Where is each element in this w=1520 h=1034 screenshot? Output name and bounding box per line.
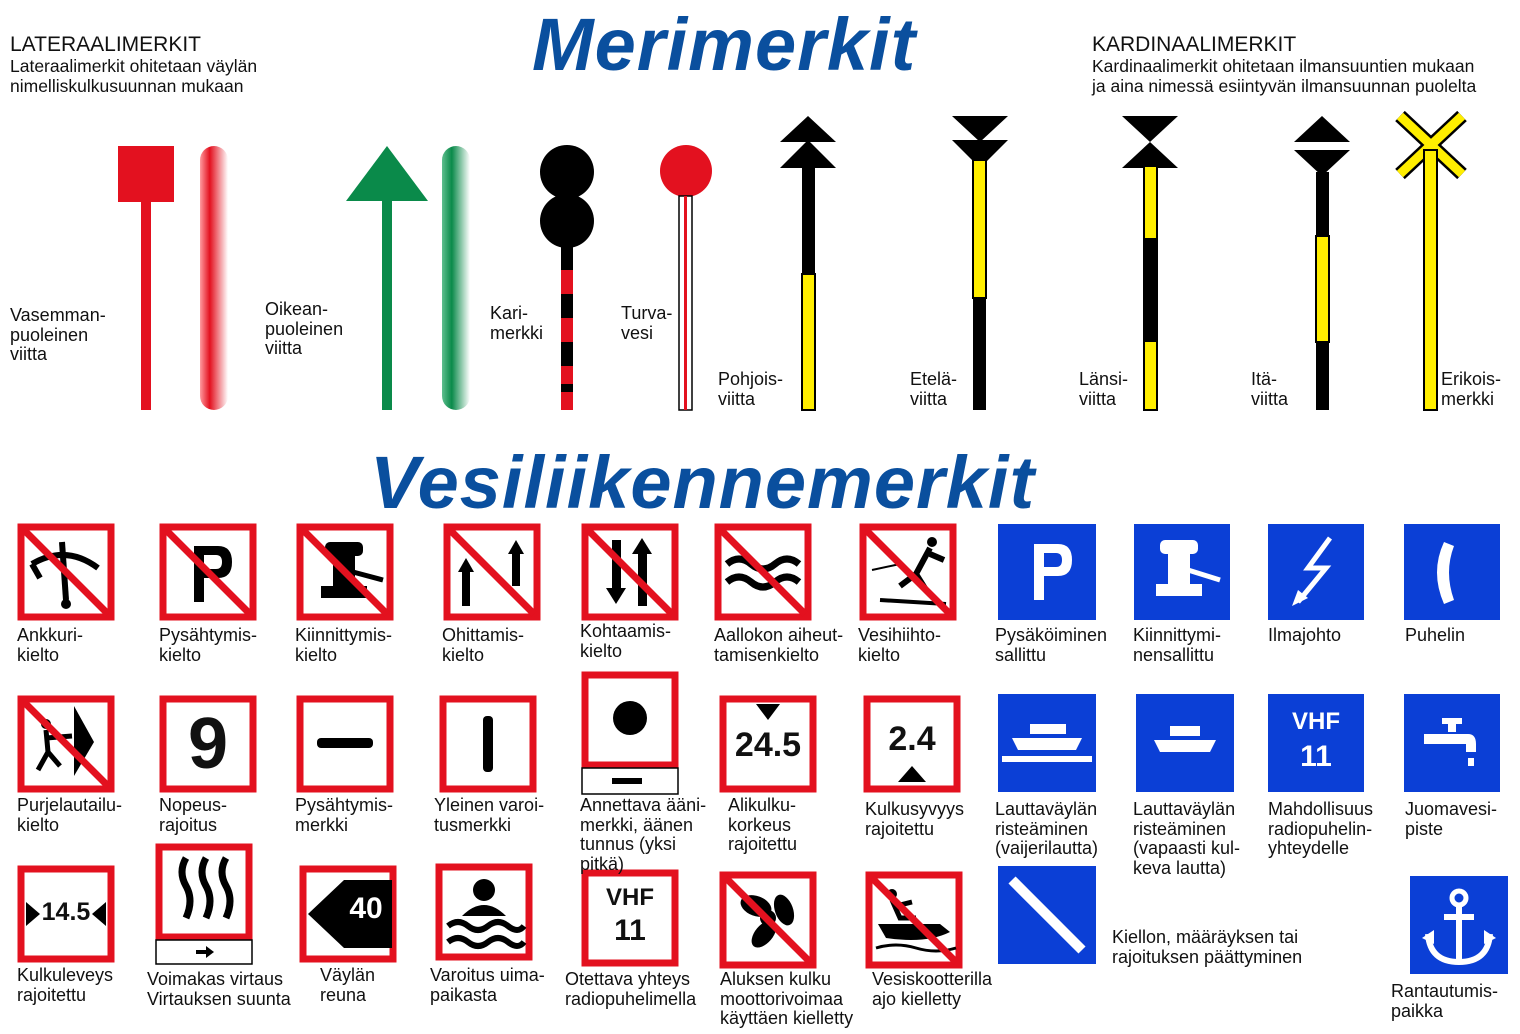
sound-signal-sign: [582, 675, 678, 794]
label-speed-limit: Nopeus- rajoitus: [159, 795, 228, 835]
label-clearance-limit: Alikulku- korkeus rajoitettu: [728, 795, 798, 854]
label-wave-ban: Aallokon aiheut- tamisenkielto: [714, 625, 844, 665]
label-anchor-ban: Ankkuri- kielto: [17, 625, 84, 665]
label-right-hand: Oikean- puoleinen viitta: [265, 299, 344, 358]
label-cable-ferry: Lauttaväylän risteäminen (vaijerilautta): [995, 799, 1099, 858]
label-depth-limit: Kulkusyvyys rajoitettu: [865, 799, 965, 839]
vhf-possible-channel: 11: [1300, 740, 1332, 773]
label-overtaking-ban: Ohittamis- kielto: [442, 625, 525, 665]
label-landing-place: Rantautumis- paikka: [1391, 981, 1499, 1021]
title-merimerkit: Merimerkit: [532, 3, 917, 86]
general-warning-sign: [443, 699, 533, 789]
wave-ban-sign: [718, 527, 808, 617]
cardinal-heading: KARDINAALIMERKIT: [1092, 33, 1297, 56]
label-stop-sign: Pysähtymis- merkki: [295, 795, 394, 835]
phone-sign: [1404, 524, 1500, 620]
meeting-ban-sign: [585, 527, 675, 617]
label-stop-ban: Pysähtymis- kielto: [159, 625, 258, 665]
label-drinking-water: Juomavesi- piste: [1405, 799, 1498, 839]
label-sound-signal: Annettava ääni- merkki, äänen tunnus (yksi pitkä): [580, 795, 707, 874]
stop-sign: [300, 699, 390, 789]
label-general-warning: Yleinen varoi- tusmerkki: [434, 795, 545, 835]
vhf-contact-channel: 11: [614, 914, 646, 947]
label-swimming-warning: Varoitus uima- paikasta: [430, 965, 545, 1005]
label-free-ferry: Lauttaväylän risteäminen (vapaasti kul- keva lautta): [1133, 799, 1241, 878]
lateral-description: Lateraalimerkit ohitetaan väylän nimelliskulkusuunnan mukaan: [10, 56, 258, 96]
swimming-warning-sign: [439, 867, 529, 957]
vhf-possible-label: VHF: [1292, 708, 1340, 735]
label-special: Erikois- merkki: [1441, 369, 1502, 409]
mooring-ban-sign: [300, 527, 390, 617]
width-value: 14.5: [41, 898, 91, 926]
jetski-ban-sign: [869, 875, 959, 965]
label-waterski-ban: Vesihiihto- kielto: [858, 625, 942, 665]
label-mooring-allowed: Kiinnittymi- nensallittu: [1133, 625, 1222, 665]
depth-value: 2.4: [888, 720, 936, 758]
cable-ferry-sign: [998, 694, 1096, 792]
motor-ban-sign: [723, 875, 813, 965]
vhf-contact-label: VHF: [606, 884, 654, 911]
label-phone: Puhelin: [1405, 625, 1466, 645]
windsurf-ban-sign: [21, 699, 111, 789]
cardinal-description: Kardinaalimerkit ohitetaan ilmansuuntien mukaan ja aina nimessä esiintyvän ilmansuunnan puolelta: [1092, 56, 1477, 96]
label-fairway-edge: Väylän reuna: [320, 965, 376, 1005]
drinking-water-sign: [1404, 694, 1500, 792]
label-left-hand: Vasemman- puoleinen viitta: [10, 305, 106, 364]
label-safe-water: Turva- vesi: [621, 303, 673, 343]
label-jetski-ban: Vesiskootterilla ajo kielletty: [872, 969, 993, 1009]
label-vhf-possible: Mahdollisuus radiopuhelin- yhteydelle: [1268, 799, 1374, 858]
end-of-restriction-sign: [998, 866, 1096, 964]
label-windsurf-ban: Purjelautailu- kielto: [17, 795, 123, 835]
label-meeting-ban: Kohtaamis- kielto: [580, 621, 672, 661]
speed-limit-value: 9: [187, 704, 229, 784]
label-east: Itä- viitta: [1251, 369, 1289, 409]
label-motor-ban: Aluksen kulku moottorivoimaa käyttäen kielletty: [720, 969, 854, 1028]
title-vesiliikennemerkit: Vesiliikennemerkit: [370, 441, 1036, 524]
parking-allowed-sign: [998, 524, 1096, 620]
waterski-ban-sign: [863, 527, 953, 617]
label-reef: Kari- merkki: [490, 303, 543, 343]
landing-place-sign: [1410, 876, 1508, 974]
label-width-limit: Kulkuleveys rajoitettu: [17, 965, 114, 1005]
anchor-ban-sign: [21, 527, 111, 617]
label-parking-allowed: Pysäköiminen sallittu: [995, 625, 1108, 665]
stop-ban-sign: [163, 527, 253, 617]
label-north: Pohjois- viitta: [718, 369, 784, 409]
lateral-heading: LATERAALIMERKIT: [10, 33, 201, 56]
mooring-allowed-sign: [1134, 524, 1230, 620]
label-mooring-ban: Kiinnittymis- kielto: [295, 625, 393, 665]
label-west: Länsi- viitta: [1079, 369, 1129, 409]
label-vhf-contact: Otettava yhteys radiopuhelimella: [565, 969, 697, 1009]
label-end-of-restriction: Kiellon, määräyksen tai rajoituksen päättyminen: [1112, 927, 1303, 967]
strong-current-sign: [156, 847, 252, 964]
overtaking-ban-sign: [447, 527, 537, 617]
edge-value: 40: [349, 892, 383, 925]
label-south: Etelä- viitta: [910, 369, 958, 409]
clearance-value: 24.5: [734, 726, 802, 764]
label-overhead-cable: Ilmajohto: [1268, 625, 1342, 645]
overhead-cable-sign: [1268, 524, 1364, 620]
free-ferry-sign: [1136, 694, 1234, 792]
label-strong-current: Voimakas virtaus Virtauksen suunta: [147, 969, 291, 1009]
